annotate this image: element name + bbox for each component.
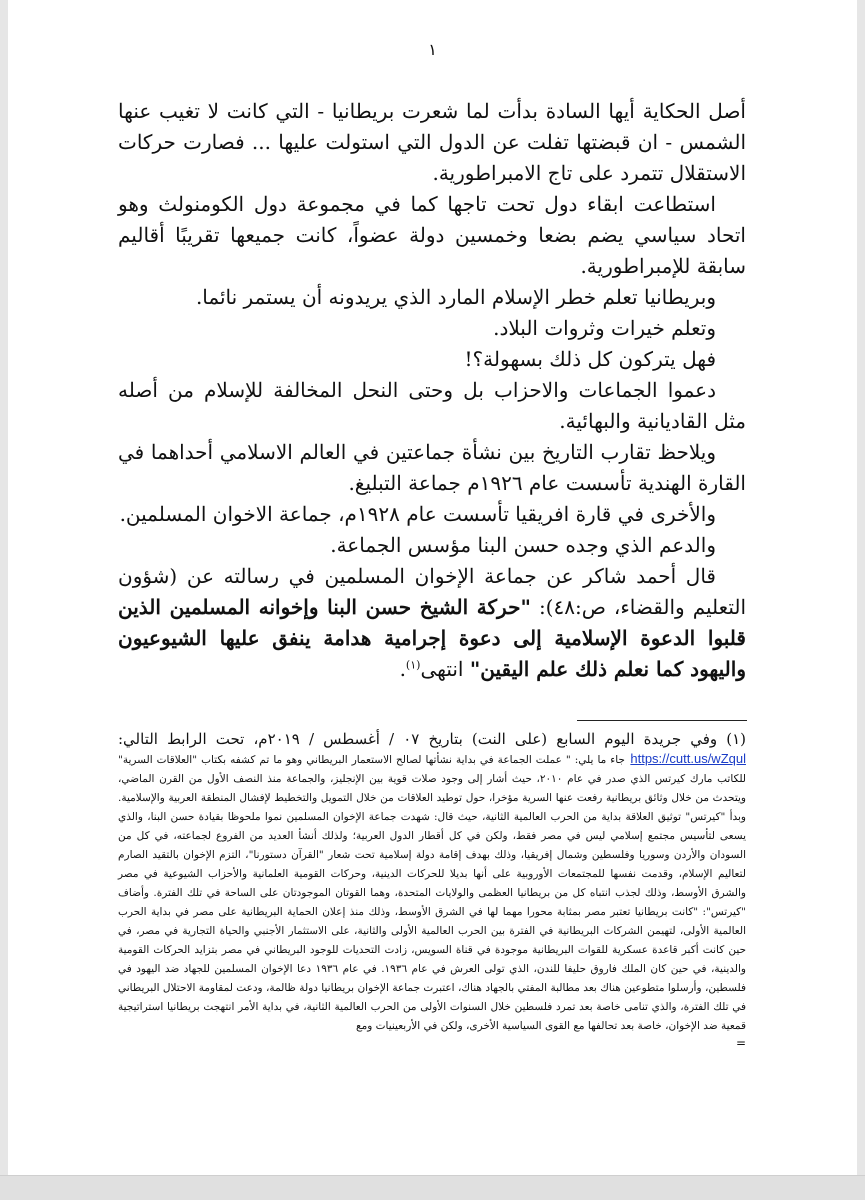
paragraph-brotherhood: والأخرى في قارة افريقيا تأسست عام ١٩٢٨م، جماعة الاخوان المسلمين. (119, 502, 716, 526)
footnote (118, 730, 746, 1050)
quote-outro: انتهى (420, 657, 464, 681)
paragraph-support-groups: دعموا الجماعات والاحزاب بل وحتى النحل المخالفة للإسلام من أصله مثل القاديانية والبهائية. (118, 378, 746, 433)
page-edge-left (0, 0, 8, 1200)
page-number: ١ (428, 40, 437, 59)
paragraph-banna-support: والدعم الذي وجده حسن البنا مؤسس الجماعة. (330, 533, 716, 557)
paragraph-resources: وتعلم خيرات وثروات البلاد. (493, 316, 716, 340)
main-text (118, 96, 746, 685)
footnote-body: جاء ما يلي: " عملت الجماعة في بداية نشأتها لصالح الاستعمار البريطاني وهو ما تم كشفه بكتاب "العلاقات السرية" للكاتب مارك كيرتس الذي صدر في عام ٢٠١٠، حيث أشار إلى وجود صلات قوية بين الإنجليز، والجماعة منذ النصف الأول من القرن الماضي، ويتحدث من خلال وثائق بريطانية رفعت عنها السرية مؤخرا، حول توطيد العلاقات من خلال التمويل والتخطيط لإفشال المنطقة العربية والإسلامية. وبدأ "كيرتس" توثيق العلاقة بداية من الحرب العالمية الثانية، حيث قال: شهدت جماعة الإخوان المسلمين نموا ملحوظا بقيادة حسن البنا، والذي يسعى لتأسيس مجتمع إسلامي ليس في مصر فقط، ولكن في كل أقطار الدول العربية؛ ولذلك أنشأ العديد من الفروع لجماعته، في كل من السودان والأردن وسوريا وفلسطين وشمال إفريقيا، وذلك بهدف إقامة دولة إسلامية تحت شعار "القرآن دستورنا"، التزم الإخوان بالتقيد الصارم لتعاليم الإسلام، وقدمت نفسها للمجتمعات الأوروبية على أنها بديلا للحركات الدينية، وحركات القومية العلمانية والأحزاب الشيوعية في مصر والشرق الأوسط، وذلك لجذب انتباه كل من بريطانيا العظمى والولايات المتحدة، وهما القوتان الموجودتان على الساحة في تلك الفترة. وأضاف "كيرتس": "كانت بريطانيا تعتبر مصر بمثابة محورا مهما لها في الشرق الأوسط، وذلك منذ إعلان الحماية البريطانية على مصر في بداية الحرب العالمية الأولى، لتهيمن الشركات البريطانية في الفترة بين الحرب العالمية الأولى والثانية، على الاستثمار الأجنبي والحياة التجارية في مصر، في حين كانت أكبر قاعدة عسكرية للقوات البريطانية موجودة في قناة السويس، زادت التحديات للوجود البريطاني في مصر بتزايد الحركات القومية والدينية، في حين كان الملك فاروق حليفا للندن، الذي تولى العرش في عام ١٩٣٦. في عام ١٩٣٦ دعا الإخوان المسلمين للجهاد ضد اليهود في فلسطين، وأرسلوا متطوعين هناك بعد مطالبة المفتي بالجهاد هناك، اعتبرت جماعة الإخوان بريطانيا دولة ظالمة، ودعت لمقاومة الاحتلال البريطاني في تلك الفترة، والذي تنامى خاصة بعد تمرد فلسطين خلال السنوات الأولى من الحرب العالمية الثانية، في بداية الأمر انتهجت بريطانيا استراتيجية قمعية ضد الإخوان، خاصة بعد تحالفها مع القوى السياسية الأخرى، ولكن في الأربعينيات ومع (118, 754, 746, 1032)
page-edge-bottom (0, 1175, 865, 1200)
footnote-divider (577, 720, 747, 721)
quote-end: . (399, 657, 406, 681)
quote-bold-text: "حركة الشيخ حسن البنا وإخوانه المسلمين الذين قلبوا الدعوة الإسلامية إلى دعوة إجرامية هدامة ينفق عليها الشيوعيون واليهود كما نعلم ذلك علم اليقين" (118, 595, 746, 681)
paragraph-intro: أصل الحكاية أيها السادة بدأت لما شعرت بريطانيا - التي كانت لا تغيب عنها الشمس - ان قبضتها تفلت عن الدول التي استولت عليها ... فصارت حركات الاستقلال تتمرد على تاج الامبراطورية. (118, 99, 746, 185)
page-edge-right (857, 0, 865, 1200)
paragraph-tabligh: ويلاحظ تقارب التاريخ بين نشأة جماعتين في العالم الاسلامي أحداهما في القارة الهندية تأسست عام ١٩٢٦م جماعة التبليغ. (118, 440, 746, 495)
paragraph-shakir-quote (118, 561, 746, 685)
paragraph-islam-danger: وبريطانيا تعلم خطر الإسلام المارد الذي يريدونه أن يستمر نائما. (195, 285, 716, 309)
footnote-reference[interactable]: (١) (405, 658, 421, 672)
quote-intro: قال أحمد شاكر عن جماعة الإخوان المسلمين في رسالته عن (شؤون التعليم والقضاء، ص:٤٨): (118, 564, 747, 619)
paragraph-question: فهل يتركون كل ذلك بسهولة؟! (464, 347, 716, 371)
footnote-intro: (١) وفي جريدة اليوم السابع (على النت) بتاريخ ٠٧ / أغسطس / ٢٠١٩م، تحت الرابط التالي: (118, 730, 746, 748)
footnote-link[interactable]: https://cutt.us/wZqul (630, 751, 746, 766)
footnote-continuation-mark: = (735, 1036, 746, 1050)
paragraph-commonwealth: استطاعت ابقاء دول تحت تاجها كما في مجموعة دول الكومنولث وهو اتحاد سياسي يضم بضعا وخمسين دولة عضواً، كانت جميعها تقريبًا أقاليم سابقة للإمبراطورية. (118, 192, 746, 278)
